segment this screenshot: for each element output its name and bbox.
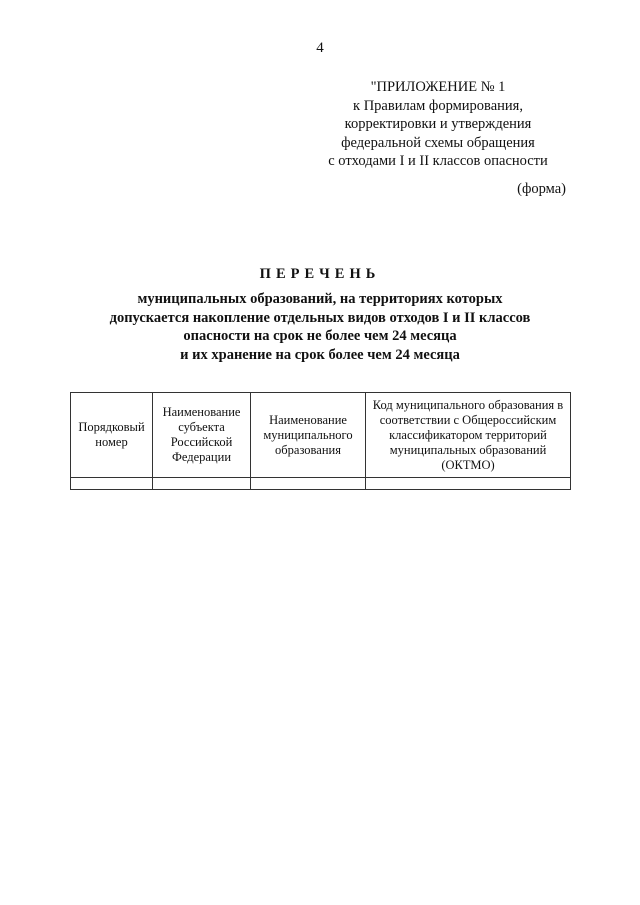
subtitle-line: и их хранение на срок более чем 24 месяца bbox=[180, 346, 460, 363]
appendix-line: федеральной схемы обращения bbox=[341, 134, 535, 151]
table-cell bbox=[366, 478, 571, 490]
document-title: ПЕРЕЧЕНЬ bbox=[259, 266, 381, 282]
municipalities-table bbox=[70, 392, 571, 490]
subtitle-line: допускается накопление отдельных видов отходов I и II классов bbox=[109, 309, 531, 326]
header-municipality-name: Наименование муниципального образования bbox=[251, 393, 366, 478]
appendix-line: к Правилам формирования, bbox=[353, 97, 523, 114]
header-oktmo-code: Код муниципального образования в соответствии с Общероссийским классификатором территорий муниципальных образований (ОКТМО) bbox=[366, 393, 571, 478]
form-label: (форма) bbox=[517, 181, 566, 197]
table-row bbox=[71, 478, 571, 490]
header-subject-name: Наименование субъекта Российской Федерации bbox=[153, 393, 251, 478]
page-number: 4 bbox=[316, 40, 324, 56]
appendix-line: с отходами I и II классов опасности bbox=[328, 153, 548, 169]
appendix-header bbox=[318, 78, 558, 171]
appendix-line: корректировки и утверждения bbox=[344, 116, 532, 132]
appendix-line: "ПРИЛОЖЕНИЕ № 1 bbox=[370, 79, 506, 95]
document-subtitle bbox=[0, 290, 640, 364]
subtitle-line: опасности на срок не более чем 24 месяца bbox=[183, 328, 457, 344]
header-order-number: Порядковый номер bbox=[71, 393, 153, 478]
subtitle-line: муниципальных образований, на территориях которых bbox=[137, 291, 503, 307]
table-header-row bbox=[71, 393, 571, 478]
table-cell bbox=[251, 478, 366, 490]
table-cell bbox=[153, 478, 251, 490]
table-cell bbox=[71, 478, 153, 490]
